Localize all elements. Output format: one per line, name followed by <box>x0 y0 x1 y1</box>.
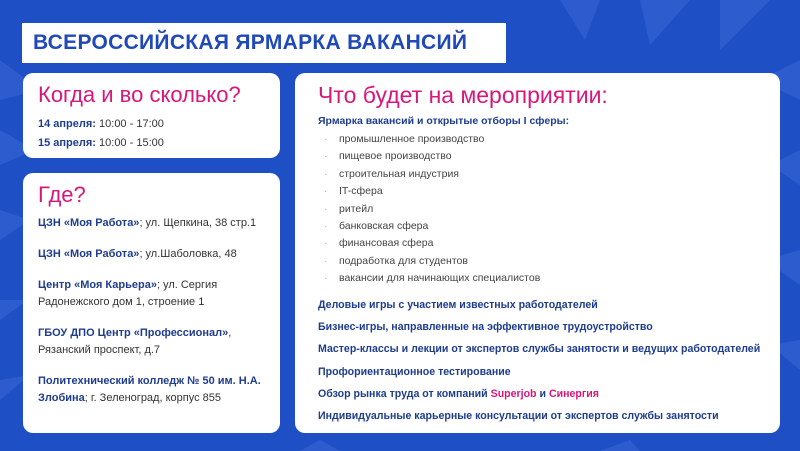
bullet-icon: · <box>324 202 328 215</box>
feature-item: Мастер-классы и лекции от экспертов службы занятости и ведущих работодателей <box>318 343 761 356</box>
program-title: Что будет на мероприятии: <box>318 82 608 108</box>
where-card <box>23 173 280 433</box>
location-item <box>38 215 265 232</box>
sphere-label: строительная индустрия <box>339 167 459 180</box>
location-item <box>38 373 265 407</box>
list-item <box>318 201 757 218</box>
when-title: Когда и во сколько? <box>38 82 241 107</box>
where-title: Где? <box>38 182 86 207</box>
location-name: Политехнический колледж № 50 им. Н.А. Злобина <box>38 375 261 404</box>
location-name: Центр «Моя Карьера» <box>38 279 157 291</box>
time-range: 10:00 - 17:00 <box>95 118 164 130</box>
sphere-list <box>318 131 757 288</box>
location-address: ; ул. Щепкина, 38 стр.1 <box>139 217 257 229</box>
location-item <box>38 277 265 311</box>
company-superjob: Superjob <box>490 387 537 400</box>
sphere-label: финансовая сфера <box>339 237 434 250</box>
bullet-icon: · <box>324 167 328 180</box>
sphere-label: подработка для студентов <box>339 254 468 267</box>
date-label: 15 апреля: <box>38 137 96 149</box>
sphere-label: ритейл <box>339 202 374 215</box>
bullet-icon: · <box>324 133 328 145</box>
bullet-icon: · <box>324 272 328 285</box>
list-item <box>318 183 757 200</box>
location-item <box>38 246 265 263</box>
sphere-label: пищевое производство <box>339 150 452 163</box>
list-item <box>318 148 757 165</box>
bullet-icon: · <box>324 150 328 163</box>
sphere-label: вакансии для начинающих специалистов <box>339 272 541 285</box>
location-item <box>38 325 265 359</box>
feature-item: Деловые игры с участием известных работодателей <box>318 298 598 311</box>
list-item <box>318 270 757 287</box>
bullet-icon: · <box>324 254 328 267</box>
date-line <box>38 115 265 134</box>
list-item <box>318 235 757 252</box>
list-item <box>318 166 757 183</box>
location-address: ; г. Зеленоград, корпус 855 <box>84 392 221 404</box>
list-item <box>318 218 757 235</box>
date-line <box>38 134 265 153</box>
event-title: ВСЕРОССИЙСКАЯ ЯРМАРКА ВАКАНСИЙ <box>33 31 468 54</box>
feature-item: Профориентационное тестирование <box>318 365 511 378</box>
location-name: ГБОУ ДПО Центр «Профессионал» <box>38 327 229 339</box>
review-text: Обзор рынка труда от компаний <box>318 387 491 400</box>
location-address: , Рязанский проспект, д.7 <box>38 327 232 356</box>
time-range: 10:00 - 15:00 <box>95 137 164 149</box>
when-card <box>23 73 280 158</box>
market-review-item <box>318 383 757 405</box>
bullet-icon: · <box>324 185 328 198</box>
feature-item: Индивидуальные карьерные консультации от экспертов службы занятости <box>318 410 719 423</box>
date-label: 14 апреля: <box>38 118 96 130</box>
sphere-label: промышленное производство <box>339 133 485 145</box>
feature-item: Бизнес-игры, направленные на эффективное трудоустройство <box>318 320 653 333</box>
event-banner <box>22 23 506 63</box>
bullet-icon: · <box>324 237 328 250</box>
location-address: ; ул. Сергия Радонежского дом 1, строение 1 <box>38 279 218 308</box>
list-item <box>318 253 757 270</box>
sphere-label: IT-сфера <box>339 185 383 198</box>
program-card <box>295 73 780 433</box>
location-name: ЦЗН «Моя Работа» <box>38 248 140 260</box>
list-item <box>318 131 757 148</box>
location-address: ; ул.Шаболовка, 48 <box>139 248 237 260</box>
bullet-icon: · <box>324 220 328 233</box>
review-conjunction: и <box>536 387 549 400</box>
job-fair-heading: Ярмарка вакансий и открытые отборы I сферы: <box>318 115 570 127</box>
location-name: ЦЗН «Моя Работа» <box>38 217 140 229</box>
company-synergy: Синергия <box>548 387 599 400</box>
sphere-label: банковская сфера <box>339 220 429 233</box>
